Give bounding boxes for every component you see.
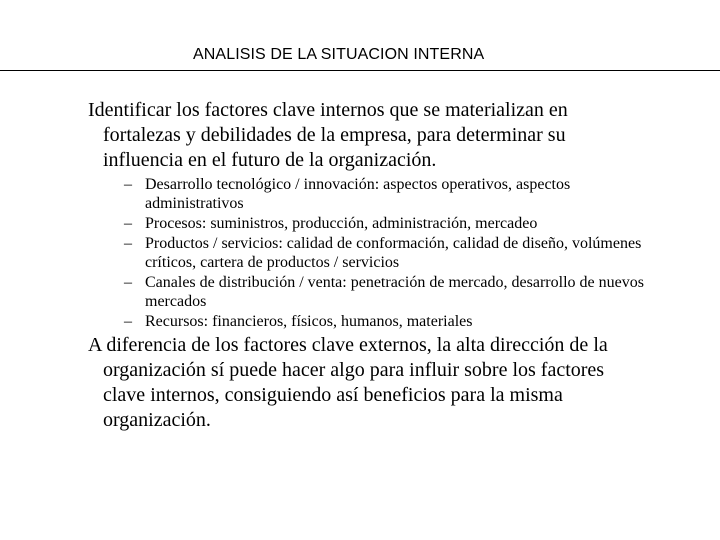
internal-factors-list (88, 175, 648, 331)
dash-bullet-icon: – (124, 235, 132, 252)
list-item (88, 273, 648, 311)
dash-bullet-icon: – (124, 274, 132, 291)
conclusion-paragraph: A diferencia de los factores clave externos, la alta dirección de la organización sí puede hacer algo para influir sobre los factores clave internos, consiguiendo así beneficios para la misma organización. (88, 334, 608, 431)
dash-bullet-icon: – (124, 313, 132, 330)
list-item (88, 175, 648, 213)
title-divider (0, 70, 720, 71)
list-item-text: Productos / servicios: calidad de conformación, calidad de diseño, volúmenes críticos, cartera de productos / servicios (145, 235, 642, 271)
intro-paragraph: Identificar los factores clave internos que se materializan en fortalezas y debilidades de la empresa, para determinar su influencia en el futuro de la organización. (88, 99, 568, 171)
list-item-text: Procesos: suministros, producción, administración, mercadeo (145, 215, 538, 232)
slide-title: ANALISIS DE LA SITUACION INTERNA (193, 46, 485, 63)
list-item (88, 312, 648, 331)
list-item-text: Canales de distribución / venta: penetración de mercado, desarrollo de nuevos mercados (145, 274, 644, 310)
slide-body (88, 98, 648, 433)
dash-bullet-icon: – (124, 215, 132, 232)
list-item-text: Desarrollo tecnológico / innovación: aspectos operativos, aspectos administrativos (145, 176, 571, 212)
list-item-text: Recursos: financieros, físicos, humanos, materiales (145, 313, 473, 330)
dash-bullet-icon: – (124, 176, 132, 193)
list-item (88, 214, 648, 233)
list-item (88, 234, 648, 272)
